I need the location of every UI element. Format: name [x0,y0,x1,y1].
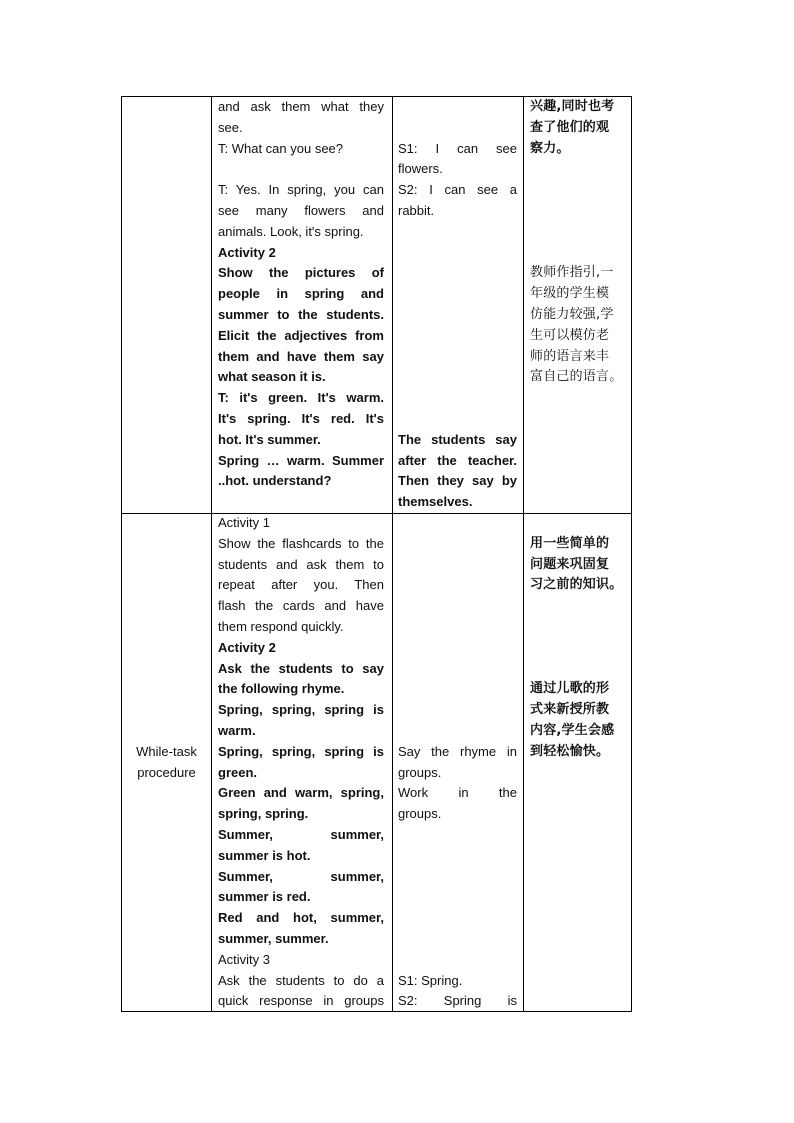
text-line: Red and hot, summer, [218,910,384,926]
text-line: Spring … warm. Summer [218,452,384,468]
text-line: groups. [398,806,442,822]
text-line: repeat after you. Then [218,577,384,593]
text-line: 到轻松愉快。 [530,743,610,759]
text-line: 仿能力较强,学 [530,307,614,322]
text-line: hot. It's summer. [218,431,321,447]
text-line: 生可以模仿老 [530,327,610,343]
text-line: S2: Spring is [398,993,517,1009]
text-line: people in spring and [218,286,384,302]
text-line: groups. [398,764,442,780]
text-line: flash the cards and have [218,598,384,614]
column-divider-2 [392,96,393,1012]
column-divider-1 [211,96,212,1012]
text-line: themselves. [398,494,473,510]
text-line: 富自己的语言。 [530,369,623,385]
text-line: Activity 1 [218,515,271,530]
text-line: summer to the students. [218,307,384,322]
text-line: them and have them say [218,348,384,364]
text-line: Then they say by [398,473,517,489]
text-line: 通过儿歌的形 [530,681,610,697]
table-left-border [121,96,122,1012]
text-line: summer is hot. [218,847,311,863]
text-line [218,159,384,180]
text-line: spring, spring. [218,806,309,822]
text-line: 习之前的知识。 [530,577,623,593]
text-line: 年级的学生模 [530,286,610,302]
text-line: 式来新授所教 [530,702,610,718]
text-line: Show the flashcards to the [218,535,384,551]
text-line: students and ask them to [218,556,384,572]
text-line: 内容,学生会感 [530,723,615,738]
text-line: 察力。 [530,140,570,156]
text-line: Show the pictures of [218,265,384,281]
text-line: T: What can you see? [218,140,344,156]
stage-label-line2: procedure [137,764,196,780]
text-line: 兴趣,同时也考 [530,99,615,114]
text-line: Activity 2 [218,244,276,260]
text-line: 用一些简单的 [530,535,610,551]
text-line: 教师作指引,一 [530,265,614,281]
text-line: summer is red. [218,889,311,905]
text-line: Spring, spring, spring is [218,743,384,759]
text-line: Work in the [398,785,517,801]
text-line: Activity 2 [218,639,276,655]
text-line: Summer, summer, [218,827,384,842]
text-line: 查了他们的观 [530,119,610,135]
text-line: green. [218,764,258,780]
text-line: Ask the students to say [218,660,384,676]
column-divider-3 [523,96,524,1012]
text-line: Green and warm, spring, [218,785,384,801]
text-line: summer, summer. [218,931,329,946]
text-line: T: it's green. It's warm. [218,390,384,406]
text-line: after the teacher. [398,452,517,468]
text-line: It's spring. It's red. It's [218,411,384,426]
text-line: The students say [398,431,517,447]
text-line: Summer, summer, [218,868,384,884]
text-line: the following rhyme. [218,681,345,697]
text-line: Ask the students to do a [218,972,384,988]
text-line: what season it is. [218,369,326,385]
stage-label-line1: While-task [136,744,197,759]
text-line: see. [218,119,243,135]
text-line: 师的语言来丰 [530,348,610,364]
text-line: S2: I can see a [398,182,517,198]
text-line: Spring, spring, spring is [218,702,384,718]
text-line: rabbit. [398,203,435,218]
text-line: S1: I can see [398,140,517,156]
text-line: T: Yes. In spring, you can [218,182,384,198]
text-line: see many flowers and [218,203,384,218]
text-line: ..hot. understand? [218,473,332,489]
text-line: Say the rhyme in [398,743,517,759]
text-line: animals. Look, it's spring. [218,223,364,239]
text-line: and ask them what they [218,99,384,114]
text-line: 问题来巩固复 [530,556,610,572]
table-right-border [631,96,632,1012]
text-line: S1: Spring. [398,972,463,988]
text-line: Elicit the adjectives from [218,327,384,343]
text-line: Activity 3 [218,951,271,967]
text-line: quick response in groups [218,993,384,1009]
text-line: flowers. [398,161,443,177]
text-line: them respond quickly. [218,619,344,634]
text-line: warm. [218,723,256,738]
